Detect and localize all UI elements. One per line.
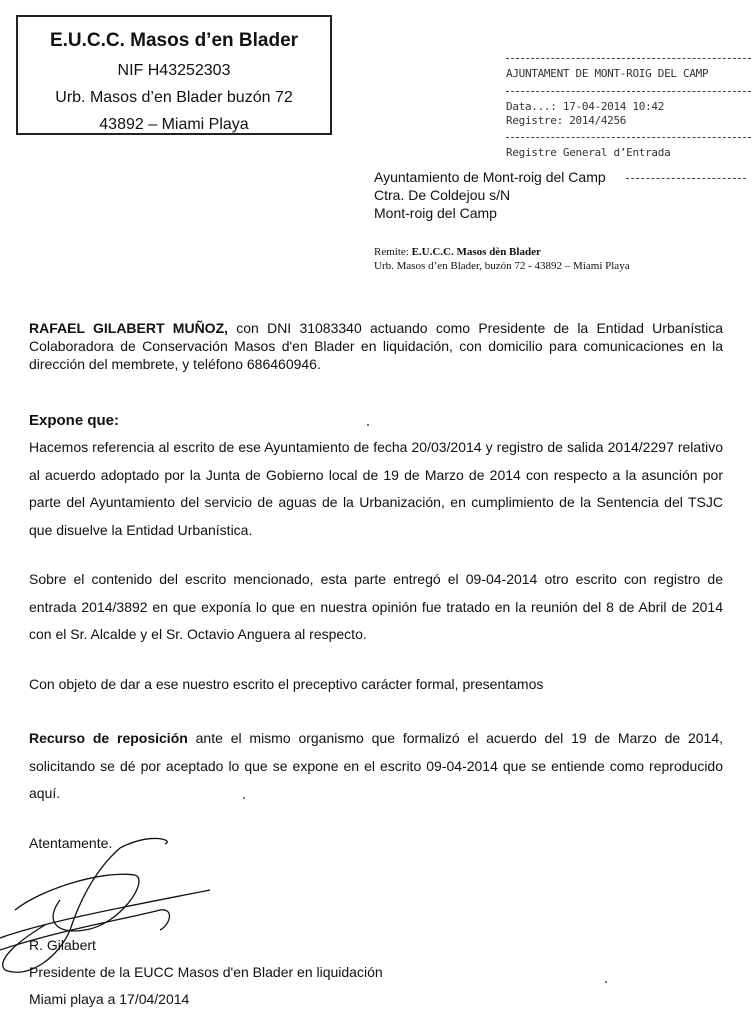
- recipient-address: [374, 168, 606, 222]
- stamp-divider: [506, 58, 751, 59]
- letterhead-nif: NIF H43252303: [117, 62, 231, 79]
- recipient-line-2: Ctra. De Coldejou s/N: [374, 187, 511, 203]
- paragraph-1: Hacemos referencia al escrito de ese Ayuntamiento de fecha 20/03/2014 y registro de salida 2014/2297 relativo al acuerdo adoptado por la Junta de Gobierno local de 19 de Marzo de 2014 con respecto a la asunción por parte del Ayuntamiento del servicio de aguas de la Urbanización, en cumplimiento de la Sentencia del TSJC que disuelve la Entidad Urbanística.: [29, 439, 723, 538]
- applicant-name: RAFAEL GILABERT MUÑOZ,: [29, 320, 229, 336]
- scan-speck: [367, 424, 369, 426]
- paragraph-3: Con objeto de dar a ese nuestro escrito el preceptivo carácter formal, presentamos: [29, 676, 544, 692]
- letterhead-title: E.U.C.C. Masos d’en Blader: [49, 30, 299, 51]
- signer-role: Presidente de la EUCC Masos d'en Blader en liquidación: [29, 964, 383, 980]
- paragraph-4: [29, 725, 723, 808]
- signature-stroke: [120, 838, 167, 848]
- recipient-line-1: Ayuntamiento de Mont-roig del Camp: [374, 169, 606, 185]
- letterhead-box: [16, 15, 332, 135]
- intro-text: con DNI 31083340 actuando como Presidente de la Entidad Urbanística Colaboradora de Conservación Masos d'en Blader en liquidación, con domicilio para comunicaciones en la dirección del membrete, y teléfono 686460946.: [29, 320, 723, 372]
- section-heading: Expone que:: [29, 412, 120, 429]
- appeal-type: Recurso de reposición: [29, 730, 188, 746]
- paragraph-2: Sobre el contenido del escrito mencionado, esta parte entregó el 09-04-2014 otro escrito con registro de entrada 2014/3892 en que exponía lo que en nuestra opinión fue tratado en la reunión del 8 de Abril de 2014 con el Sr. Alcalde y el Sr. Octavio Anguera al respecto.: [29, 571, 723, 642]
- sender-name: E.U.C.C. Masos dèn Blader: [411, 246, 541, 258]
- sender-label: Remite:: [374, 246, 412, 258]
- sender-address: Urb. Masos d’en Blader, buzón 72 - 43892 – Miami Playa: [374, 260, 630, 272]
- stamp-date: Data...: 17-04-2014 10:42: [506, 100, 665, 113]
- scan-speck: [605, 981, 607, 983]
- stamp-dashed-line: [626, 178, 746, 179]
- scan-speck: [243, 797, 245, 799]
- stamp-divider: [506, 91, 751, 92]
- stamp-footer: Registre General d’Entrada: [506, 146, 671, 159]
- handwritten-signature: [0, 830, 230, 980]
- signature-stroke: [15, 874, 139, 931]
- registry-stamp: [506, 58, 751, 160]
- stamp-divider: [506, 137, 751, 138]
- stamp-office: AJUNTAMENT DE MONT-ROIG DEL CAMP: [506, 67, 709, 80]
- letterhead-city: 43892 – Miami Playa: [99, 116, 249, 133]
- signer-name: R. Gilabert: [29, 937, 96, 953]
- signature-stroke: [3, 848, 120, 972]
- signature-stroke: [0, 890, 210, 938]
- recipient-line-3: Mont-roig del Camp: [374, 205, 497, 221]
- appeal-text: ante el mismo organismo que formalizó el acuerdo del 19 de Marzo de 2014, solicitando se dé por aceptado lo que se expone en el escrito 09-04-2014 que se entiende como reproducido aquí.: [29, 730, 723, 801]
- stamp-registry-number: Registre: 2014/4256: [506, 114, 627, 127]
- place-and-date: Miami playa a 17/04/2014: [29, 991, 190, 1007]
- sender-block: [374, 245, 630, 273]
- intro-paragraph: [29, 319, 723, 373]
- closing-salutation: Atentamente.: [29, 835, 113, 851]
- letterhead-address: Urb. Masos d’en Blader buzón 72: [55, 89, 293, 106]
